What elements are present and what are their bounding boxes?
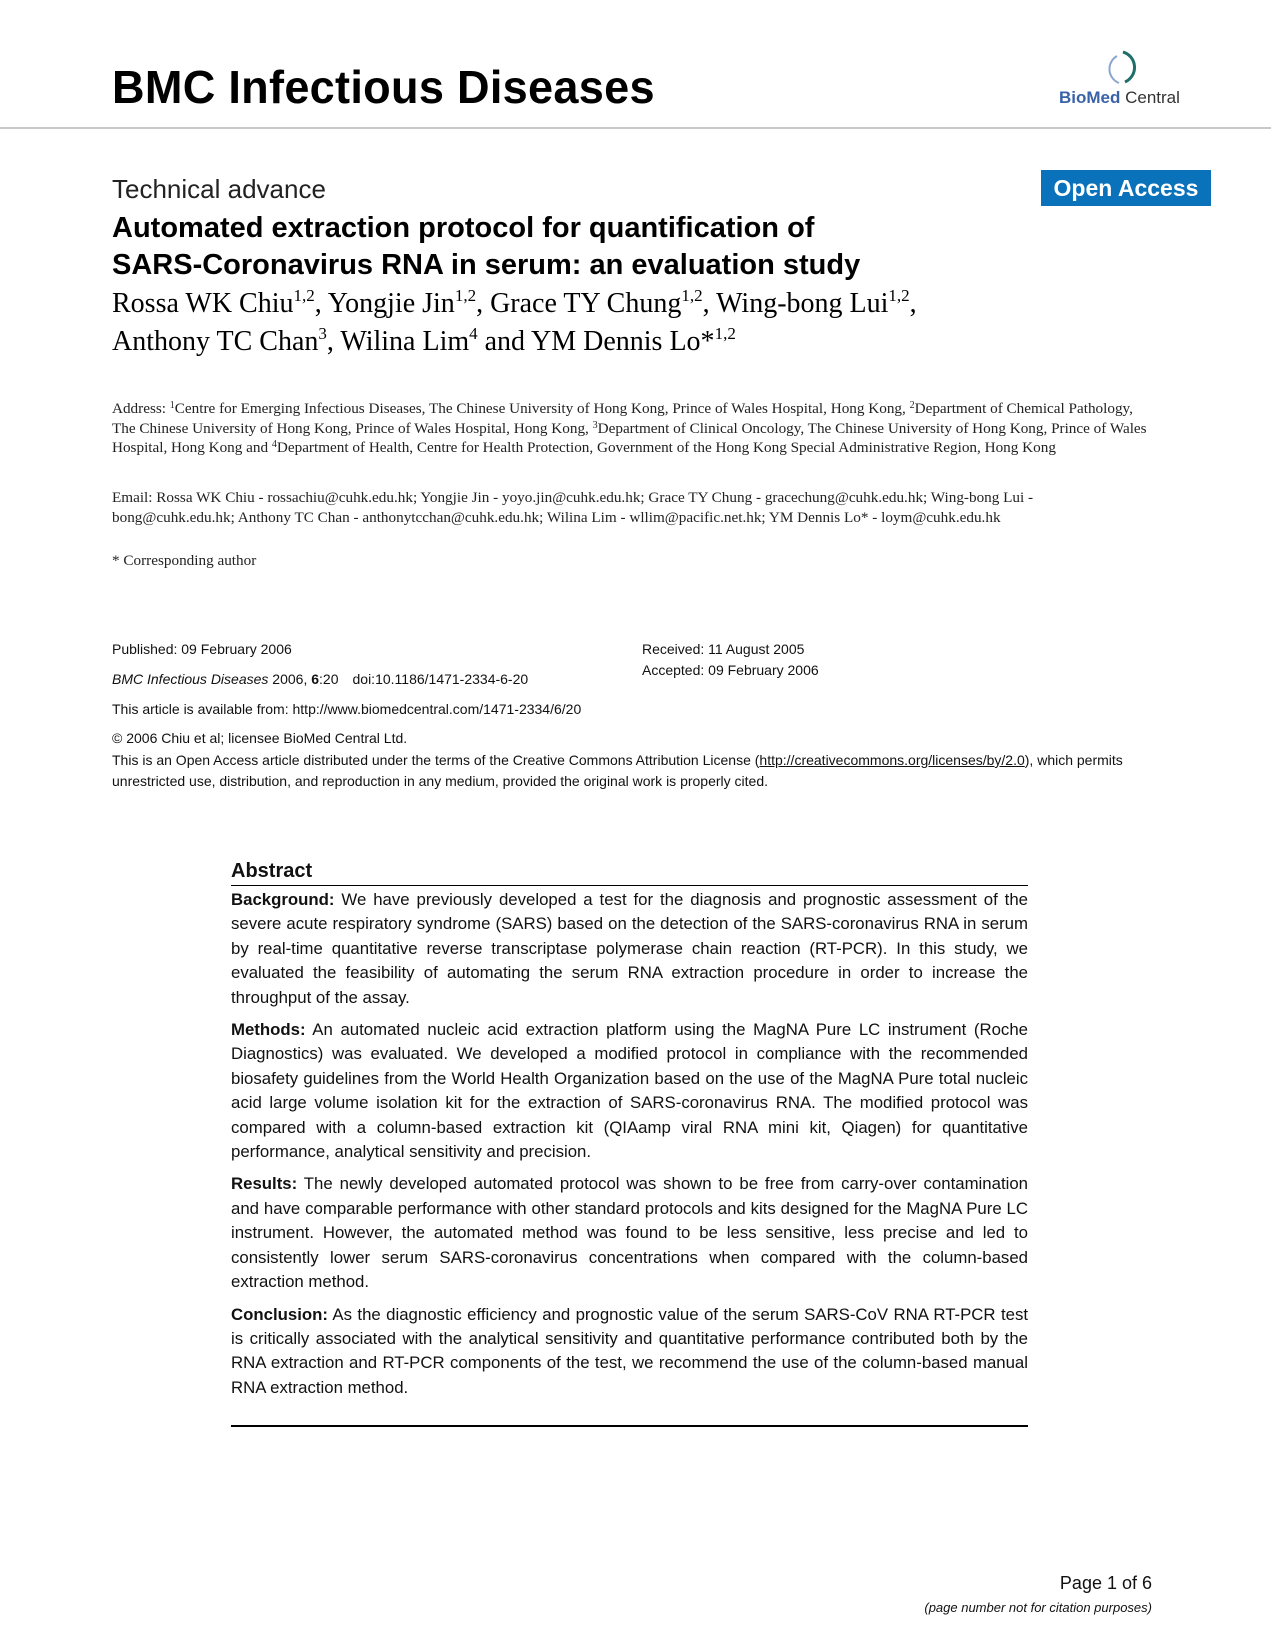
author-separator: , [314,288,328,319]
accepted-date: Accepted: 09 February 2006 [642,662,819,678]
address-text: Department of Chemical Pathology, The Chinese University of Hong Kong, Prince of Wales Hospital, Hong Kong, [112,400,1133,437]
doi: doi:10.1186/1471-2334-6-20 [352,671,529,687]
abstract-text: We have previously developed a test for the diagnosis and prognostic assessment of the severe acute respiratory syndrome (SARS) based on the detection of the SARS-coronavirus RNA in serum by real-time quantitative reverse transcriptase polymerase chain reaction (RT-PCR). In this study, we evaluated the feasibility of automating the serum RNA extraction procedure in order to increase the throughput of the assay. [231,890,1028,1007]
biomed-central-logo[interactable] [1055,48,1205,110]
license-link[interactable]: http://creativecommons.org/licenses/by/2.0 [759,752,1025,768]
address-label: Address: [112,400,170,417]
biomed-central-arc-icon [1055,48,1205,88]
address-text: Department of Health, Centre for Health Protection, Government of the Hong Kong Special Administrative Region, Hong Kong [276,439,1056,456]
author-separator: , [476,288,491,319]
license-text-post: ), which permits unrestricted use, distribution, and reproduction in any medium, provided the original work is properly cited. [112,752,1123,789]
author-separator: , [909,288,917,319]
journal-title: BMC Infectious Diseases [112,61,655,113]
article-section-type: Technical advance [112,174,326,204]
abstract-label: Methods: [231,1020,306,1040]
author-affiliation: 1,2 [681,286,703,305]
author-name: Wilina Lim [340,326,470,357]
address-marker: 3 [592,419,598,431]
author-affiliation: 4 [469,324,478,343]
article-url-line[interactable]: This article is available from: http://www.biomedcentral.com/1471-2334/6/20 [112,701,582,717]
logo-brand-regular: Central [1120,88,1180,107]
logo-brand-bold: BioMed [1059,88,1121,107]
abstract-text: An automated nucleic acid extraction platform using the MagNA Pure LC instrument (Roche Diagnostics) was evaluated. We developed a modified protocol in compliance with the recommended biosafety guidelines from the World Health Organization based on the use of the MagNA Pure total nucleic acid large volume isolation kit for the extraction of SARS-coronavirus RNA. The modified protocol was compared with a column-based extraction kit (QIAamp viral RNA mini kit, Qiagen) for quantitative performance, analytical sensitivity and precision. [231,1020,1028,1162]
open-access-badge: Open Access [1041,170,1211,206]
abstract-background [231,888,1028,1010]
author-line-2 [112,323,1212,361]
author-addresses [112,399,1152,458]
citation-journal: BMC Infectious Diseases [112,671,269,687]
abstract-text: As the diagnostic efficiency and prognostic value of the serum SARS-CoV RNA RT-PCR test is critically associated with the analytical sensitivity and quantitative performance contributed both by the RNA extraction and RT-PCR components of the test, we recommend the use of the column-based manual RNA extraction method. [231,1304,1028,1397]
author-affiliation: 1,2 [714,324,736,343]
header-divider [0,127,1271,129]
license-text-pre: This is an Open Access article distributed under the terms of the Creative Commons Attribution License ( [112,752,760,768]
license-statement [112,750,1192,792]
abstract-label: Conclusion: [231,1304,328,1324]
abstract-methods [231,1018,1028,1164]
author-affiliation: 3 [318,324,327,343]
address-marker: 2 [909,400,915,411]
citation-line [112,671,528,687]
author-list [112,285,1212,361]
author-separator: and [477,326,532,357]
copyright-line: © 2006 Chiu et al; licensee BioMed Central Ltd. [112,730,408,746]
citation-year: 2006, [268,671,312,687]
address-text: Department of Clinical Oncology, The Chinese University of Hong Kong, Prince of Wales Hospital, Hong Kong and [112,419,1147,456]
author-name: Wing-bong Lui [716,288,889,319]
author-name: Anthony TC Chan [112,326,319,357]
paper-title [112,210,1112,284]
author-affiliation: 1,2 [454,286,477,305]
author-line-1 [112,285,1212,323]
abstract-heading: Abstract [231,860,1028,886]
author-name: Grace TY Chung [490,288,682,319]
received-date: Received: 11 August 2005 [642,641,805,657]
address-marker: 1 [169,400,175,411]
address-text: Centre for Emerging Infectious Diseases, The Chinese University of Hong Kong, Prince of Wales Hospital, Hong Kong, [174,400,910,417]
author-separator: , [326,326,341,357]
abstract-conclusion [231,1303,1028,1401]
paper-title-line-1: Automated extraction protocol for quantification of [112,212,815,244]
corresponding-author-note: * Corresponding author [112,552,257,569]
author-separator: , [702,288,717,319]
citation-article: :20 [319,671,339,687]
abstract-bottom-divider [231,1425,1028,1427]
page-number: Page 1 of 6 [1059,1573,1152,1593]
abstract-label: Background: [231,890,335,909]
abstract-label: Results: [231,1174,298,1194]
author-affiliation: 1,2 [888,286,910,305]
paper-title-line-2: SARS-Coronavirus RNA in serum: an evaluation study [112,249,861,281]
author-affiliation: 1,2 [293,286,315,305]
published-date: Published: 09 February 2006 [112,641,292,657]
abstract-section [231,860,1028,1408]
citation-volume: 6 [311,671,320,687]
author-name: Yongjie Jin [327,288,455,319]
abstract-text: The newly developed automated protocol was shown to be free from carry-over contamination and have comparable performance with other standard protocols and kits designed for the MagNA Pure LC instrument. However, the automated method was found to be less sensitive, less precise and led to consistently lower serum SARS-coronavirus concentrations when compared with the column-based extraction method. [231,1174,1028,1292]
author-name: Rossa WK Chiu [112,288,294,319]
author-emails: Email: Rossa WK Chiu - rossachiu@cuhk.edu.hk; Yongjie Jin - yoyo.jin@cuhk.edu.hk; Grace TY Chung - gracechung@cuhk.edu.hk; Wing-bong Lui - bong@cuhk.edu.hk; Anthony TC Chan - anthonytcchan@cuhk.edu.hk; Wilina Lim - wllim@pacific.net.hk; YM Dennis Lo* - loym@cuhk.edu.hk [112,489,1034,526]
address-marker: 4 [271,439,277,450]
abstract-results [231,1172,1028,1294]
page-number-note: (page number not for citation purposes) [924,1600,1152,1615]
author-name: YM Dennis Lo* [531,326,715,357]
